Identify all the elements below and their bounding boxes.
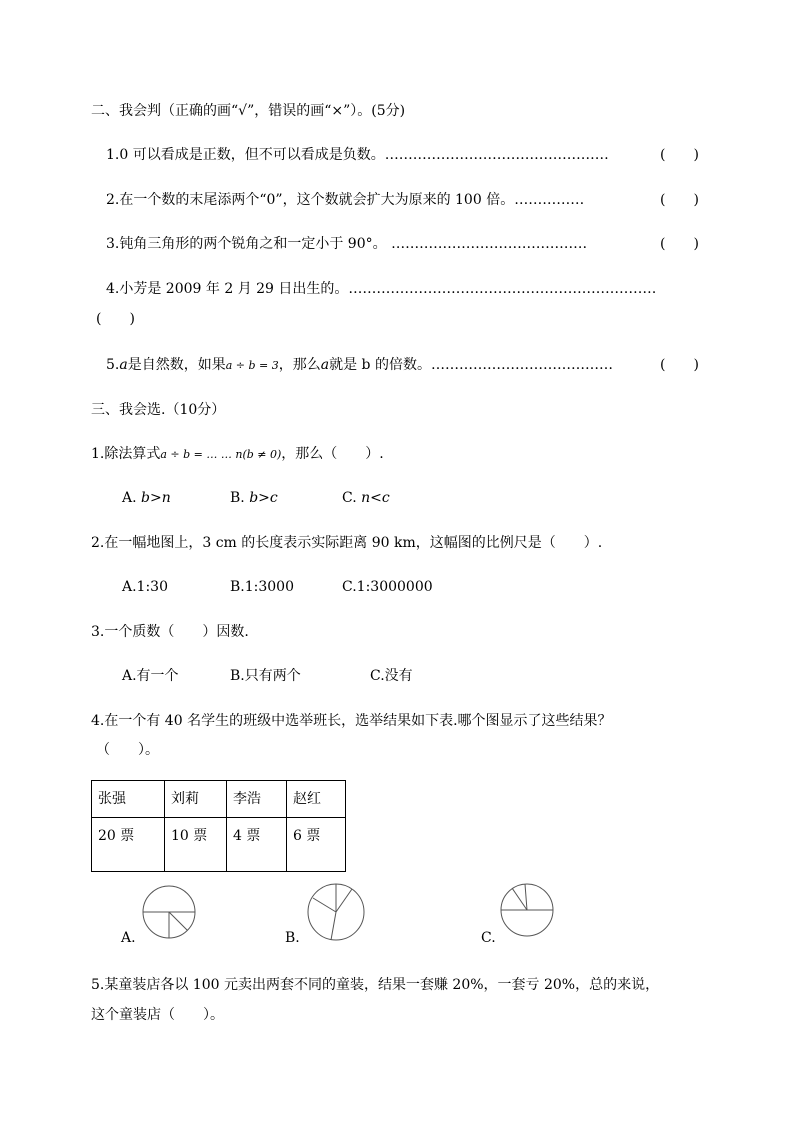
option-var: c — [269, 490, 278, 506]
option-letter: A. — [122, 490, 137, 506]
table-cell: 张强 — [92, 781, 165, 818]
pie-label-a: A. — [121, 930, 136, 946]
pie-label-c: C. — [481, 930, 496, 946]
q2-option-a[interactable]: A.1:30 — [122, 579, 168, 595]
choice-q1 — [91, 444, 384, 465]
judge-item-2: 2.在一个数的末尾添两个“0”，这个数就会扩大为原来的 100 倍。…………… — [106, 192, 585, 208]
option-var: n — [361, 490, 371, 506]
q4-answer-blank[interactable]: （ ）。 — [96, 742, 159, 758]
q3-option-b[interactable]: B.只有两个 — [230, 668, 301, 684]
q3-option-c[interactable]: C.没有 — [370, 668, 413, 684]
judge-item-5-pre: 5. — [106, 357, 120, 373]
vote-results-table — [91, 780, 346, 872]
judge-answer-2[interactable]: ( ) — [660, 192, 699, 208]
pie-chart-c[interactable] — [500, 883, 556, 939]
judge-item-3: 3.钝角三角形的两个锐角之和一定小于 90°。 …………………………………… — [106, 236, 588, 252]
math-expression: a ÷ b = … … n(b ≠ 0) — [160, 448, 282, 461]
table-cell: 20 票 — [92, 818, 165, 872]
option-var: n — [161, 490, 171, 506]
choice-q2: 2.在一幅地图上，3 cm 的长度表示实际距离 90 km，这幅图的比例尺是（ ）. — [91, 535, 603, 551]
table-cell: 刘莉 — [165, 781, 227, 818]
section2-heading: 二、我会判（正确的画“√”，错误的画“×”）。(5分) — [91, 103, 406, 119]
choice-q3: 3.一个质数（ ）因数. — [91, 624, 249, 640]
judge-answer-4[interactable]: ( ) — [96, 311, 135, 327]
judge-answer-1[interactable]: ( ) — [660, 147, 699, 163]
judge-item-5-mid1: 是自然数，如果 — [127, 357, 226, 373]
q2-option-c[interactable]: C.1:3000000 — [342, 579, 433, 595]
choice-q4: 4.在一个有 40 名学生的班级中选举班长，选举结果如下表.哪个图显示了这些结果？ — [91, 713, 612, 729]
table-row — [92, 781, 346, 818]
judge-item-5-post: 就是 b 的倍数。………………………………… — [329, 357, 613, 373]
judge-item-5-mid2: ，那么 — [278, 357, 321, 373]
option-symbol: < — [370, 490, 382, 506]
option-var: b — [249, 490, 259, 506]
section3-heading: 三、我会选.（10分） — [91, 402, 226, 418]
pie-label-b: B. — [285, 930, 300, 946]
q1-post: ，那么（ ）. — [281, 446, 384, 462]
var-a: a — [320, 357, 330, 373]
table-cell: 4 票 — [227, 818, 287, 872]
q2-option-b[interactable]: B.1:3000 — [230, 579, 294, 595]
option-var: c — [381, 490, 390, 506]
option-letter: B. — [230, 490, 245, 506]
option-var: b — [141, 490, 150, 506]
option-letter: C. — [342, 490, 357, 506]
q1-option-c[interactable] — [342, 488, 390, 508]
judge-answer-5[interactable]: ( ) — [660, 357, 699, 373]
choice-q5-line2: 这个童装店（ ）。 — [91, 1007, 224, 1023]
table-row — [92, 818, 346, 872]
pie-chart-a[interactable] — [142, 885, 198, 941]
table-cell: 6 票 — [287, 818, 346, 872]
judge-answer-3[interactable]: ( ) — [660, 236, 699, 252]
math-expression: a ÷ b = 3 — [225, 359, 279, 372]
option-symbol: > — [149, 490, 162, 506]
judge-item-5 — [106, 355, 613, 376]
table-cell: 李浩 — [227, 781, 287, 818]
judge-item-1: 1.0 可以看成是正数，但不可以看成是负数。………………………………………… — [106, 147, 609, 163]
q1-pre: 1.除法算式 — [91, 446, 161, 462]
judge-item-4: 4.小芳是 2009 年 2 月 29 日出生的。………………………………………………………… — [106, 281, 657, 297]
option-symbol: > — [258, 490, 270, 506]
table-cell: 10 票 — [165, 818, 227, 872]
q3-option-a[interactable]: A.有一个 — [122, 668, 179, 684]
q1-option-a[interactable] — [122, 488, 171, 508]
var-a: a — [119, 357, 128, 373]
choice-q5-line1: 5.某童装店各以 100 元卖出两套不同的童装，结果一套赚 20%，一套亏 20%，总的来说， — [91, 977, 660, 993]
pie-chart-b[interactable] — [306, 882, 366, 942]
q1-option-b[interactable] — [230, 488, 278, 508]
table-cell: 赵红 — [287, 781, 346, 818]
